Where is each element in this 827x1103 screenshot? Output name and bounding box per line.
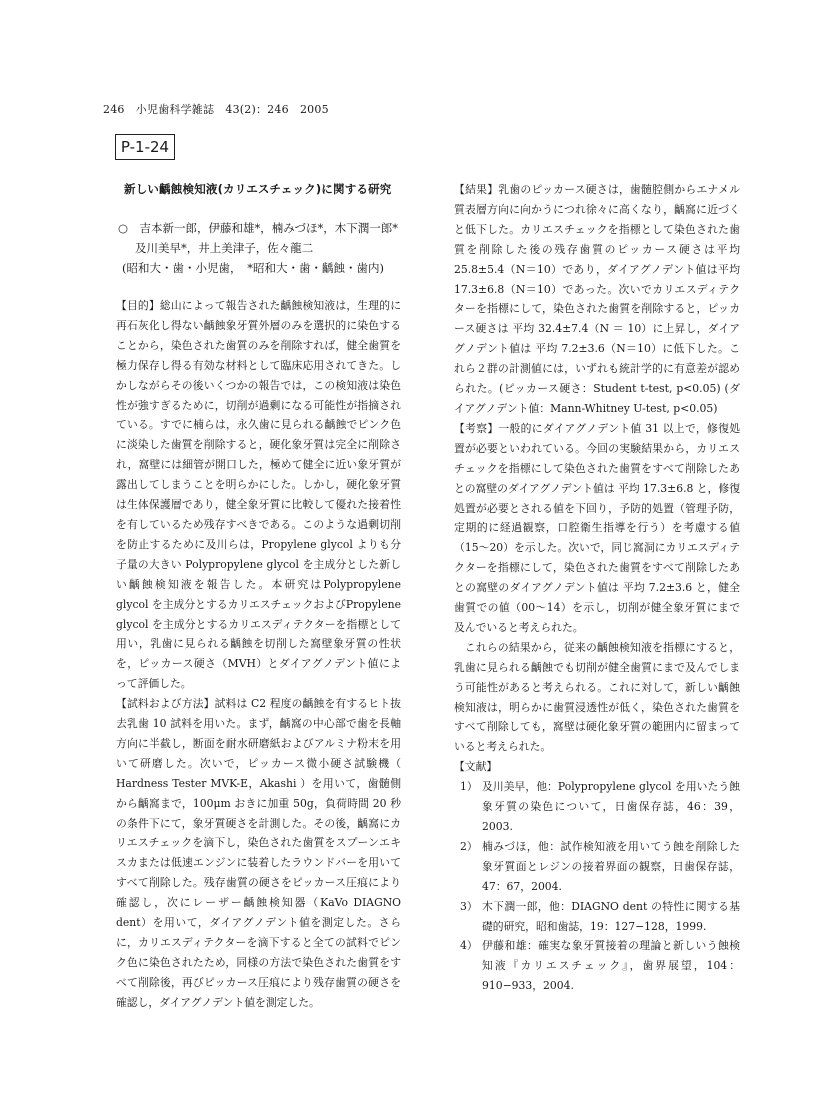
reference-text: 及川美早，他：Polypropylene glycol を用いたう蝕象牙質の染色について，日歯保存誌，46：39，2003. xyxy=(482,780,740,833)
authors-line-2: 及川美早*，井上美津子，佐々龍二 xyxy=(135,241,314,255)
left-column xyxy=(116,296,401,1013)
affiliation: (昭和大・歯・小児歯， *昭和大・歯・齲蝕・歯内) xyxy=(122,261,384,275)
reference-number: 3） xyxy=(460,899,478,913)
authors-block xyxy=(118,218,418,278)
reference-item xyxy=(454,837,740,897)
reference-text: 楠みづほ，他：試作検知液を用いてう蝕を削除した象牙質面とレジンの接着界面の観察，日歯保存誌，47：67，2004. xyxy=(482,839,740,893)
running-head: 246 小児歯科学雑誌 43(2)：246 2005 xyxy=(103,103,329,116)
paper-title: 新しい齲蝕検知液(カリエスチェック)に関する研究 xyxy=(124,182,392,196)
reference-number: 1） xyxy=(460,780,478,794)
references-heading: 【文献】 xyxy=(454,760,498,774)
purpose-paragraph: 【目的】総山によって報告された齲蝕検知液は，生理的に再石灰化し得ない齲蝕象牙質外層のみを選択的に染色することから，染色された歯質のみを削除すれば，健全歯質を極力保存し得る有効な材料として臨床応用されてきた。しかしながらその後いくつかの報告では，この検知液は染色性が強すぎるために，切削が過剰になる可能性が指摘されている。すでに楠らは，永久歯に見られる齲蝕でピンク色に淡染した歯質を削除すると，硬化象牙質は完全に削除され，窩壁には細管が開口した，極めて健全に近い象牙質が露出してしまうことを明らかにした。しかし，硬化象牙質は生体保護層であり，健全象牙質に比較して優れた接着性を有しているため残存すべきである。このような過剰切削を防止するために及川らは，Propylene glycol よりも分子量の大きい Polypropylene glycol を主成分とした新しい齲蝕検知液を報告した。本研究はPolypropylene glycol を主成分とするカリエスチェックおよびPropylene glycol を主成分とするカリエスディテクターを指標として用い，乳歯に見られる齲蝕を切削した窩壁象牙質の性状を，ピッカース硬さ（MVH）とダイアグノデント値によって評価した。 xyxy=(116,299,401,691)
results-paragraph: 【結果】乳歯のピッカース硬さは，歯髄腔側からエナメル質表層方向に向かうにつれ徐々に高くなり，齲窩に近づくと低下した。カリエスチェックを指標として染色された歯質を削除した後の残存歯質のピッカース硬さは平均 25.8±5.4（N＝10）であり，ダイアグノデント値は平均 17.3±6.8（N＝10）であった。次いでカリエスディテクターを指標にして，染色された歯質を削除すると，ピッカース硬さは 平均 32.4±7.4（N ＝ 10）に上昇し，ダイアグノデント値は 平均 7.2±3.6（N＝10）に低下した。これら２群の計測値には，いずれも統計学的に有意差が認められた。(ピッカース硬さ：Student t-test, p<0.05) (ダイアグノデント値：Mann-Whitney U-test, p<0.05) xyxy=(454,183,740,415)
abstract-id-box: P-1-24 xyxy=(115,134,175,160)
reference-item xyxy=(454,897,740,937)
right-column xyxy=(454,180,740,996)
discussion-paragraph: 【考察】一般的にダイアグノデント値 31 以上で，修復処置が必要といわれている。今回の実験結果から，カリエスチェックを指標にして染色された歯質をすべて削除したあとの窩壁のダイアグノデント値は 平均 17.3±6.8 と，修復処置が必要とされる値を下回り，予防的処置（管理予防，定期的に経過観察，口腔衛生指導を行う）を考慮する値（15〜20）を示した。次いで，同じ窩洞にカリエスディテクターを指標にして，染色された歯質をすべて削除したあとの窩壁のダイアグノデント値は 平均 7.2±3.6 と，健全歯質での値（00〜14）を示し，切削が健全象牙質にまで及んでいると考えられた。 xyxy=(454,421,740,634)
reference-item xyxy=(454,777,740,837)
reference-text: 伊藤和雄：確実な象牙質接着の理論と新しいう蝕検知液『カリエスチェック』，歯界展望，104：910−933，2004. xyxy=(482,939,740,993)
authors-line-1: ○ 吉本新一郎，伊藤和雄*，楠みづほ*，木下潤一郎* xyxy=(118,221,399,235)
reference-number: 4） xyxy=(460,939,478,953)
reference-item xyxy=(454,936,740,996)
conclusion-paragraph: これらの結果から，従来の齲蝕検知液を指標にすると，乳歯に見られる齲蝕でも切削が健全歯質にまで及んでしまう可能性があると考えられる。これに対して，新しい齲蝕検知液は，明らかに歯質浸透性が低く，染色された歯質をすべて削除しても，窩壁は硬化象牙質の範囲内に留まっていると考えられた。 xyxy=(454,640,740,754)
reference-text: 木下潤一郎，他：DIAGNO dent の特性に関する基礎的研究，昭和歯誌，19：127−128，1999. xyxy=(482,899,740,933)
reference-number: 2） xyxy=(460,839,478,853)
methods-paragraph: 【試料および方法】試料は C2 程度の齲蝕を有するヒト抜去乳歯 10 試料を用いた。まず，齲窩の中心部で歯を長軸方向に半截し，断面を耐水研磨紙およびアルミナ粉末を用いて研磨した。次いで，ピッカース微小硬さ試験機（ Hardness Tester MVK-E，Akashi ）を用いて，歯髄側から齲窩まで，100μm おきに加重 50g，負荷時間 20 秒の条件下にて，象牙質硬さを計測した。その後，齲窩にカリエスチェックを滴下し，染色された歯質をスプーンエキスカまたは低速エンジンに装着したラウンドバーを用いてすべて削除した。残存歯質の硬さをピッカース圧痕により確認し，次にレーザー齲蝕検知器（KaVo DIAGNO dent）を用いて，ダイアグノデント値を測定した。さらに，カリエスディテクターを滴下すると全ての試料でピンク色に染色されたため，同様の方法で染色された歯質をすべて削除後，再びピッカース圧痕により残存歯質の硬さを確認し，ダイアグノデント値を測定した。 xyxy=(116,697,401,1009)
